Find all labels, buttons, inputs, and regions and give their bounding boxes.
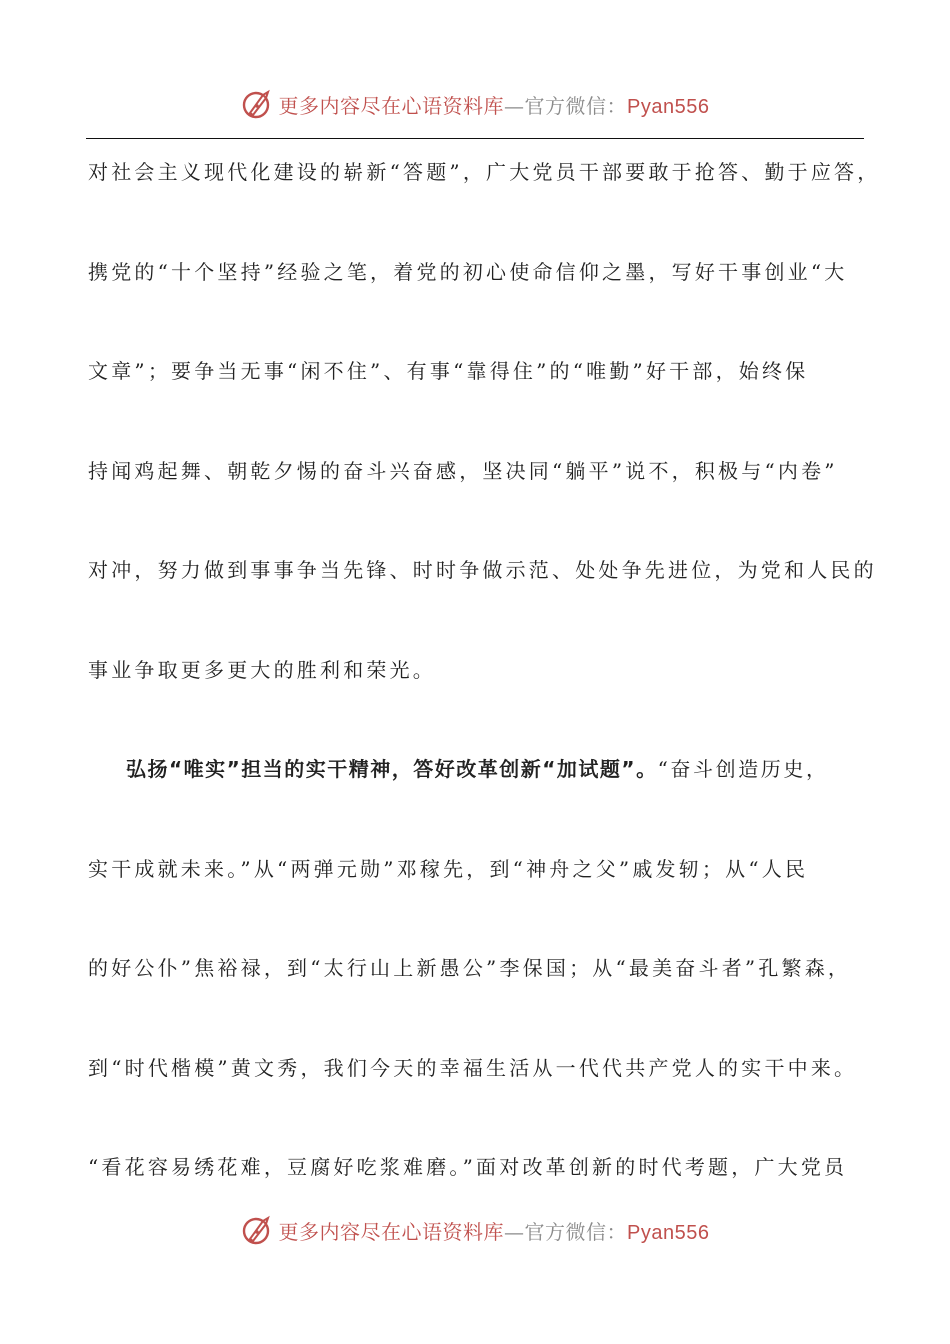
footer-brand bbox=[279, 1216, 710, 1245]
document-body bbox=[88, 150, 881, 1245]
body-line: 对社会主义现代化建设的崭新“答题”，广大党员干部要敢于抢答、勤于应答， bbox=[88, 160, 881, 184]
body-line: “看花容易绣花难，豆腐好吃浆难磨。”面对改革创新的时代考题，广大党员 bbox=[88, 1155, 848, 1179]
footer-brand-wechat-label: —官方微信： bbox=[504, 1219, 628, 1244]
body-line: 实干成就未来。”从“两弹元勋”邓稼先，到“神舟之父”戚发轫；从“人民 bbox=[88, 856, 809, 881]
body-line: 携党的“十个坚持”经验之笔，着党的初心使命信仰之墨，写好干事创业“大 bbox=[88, 259, 848, 284]
paragraph-first-line-rest: “奋斗创造历史， bbox=[657, 757, 829, 781]
footer-brand-wechat-id: Pyan556 bbox=[627, 1221, 710, 1244]
header-brand-wechat-id: Pyan556 bbox=[627, 95, 710, 118]
body-line: 到“时代楷模”黄文秀，我们今天的幸福生活从一代代共产党人的实干中来。 bbox=[88, 1055, 858, 1080]
paragraph-heading-line bbox=[88, 747, 878, 847]
body-line: 持闻鸡起舞、朝乾夕惕的奋斗兴奋感，坚决同“躺平”说不，积极与“内卷” bbox=[88, 458, 838, 483]
paragraph-bold-heading: 弘扬“唯实”担当的实干精神，答好改革创新“加试题”。 bbox=[126, 757, 658, 781]
pen-nib-logo-icon bbox=[241, 87, 275, 121]
body-line: 的好公仆”焦裕禄，到“太行山上新愚公”李保国；从“最美奋斗者”孔繁森， bbox=[88, 956, 852, 980]
header-brand-wechat-label: —官方微信： bbox=[504, 93, 628, 118]
pen-nib-logo-icon bbox=[241, 1213, 275, 1247]
body-line: 对冲，努力做到事事争当先锋、时时争做示范、处处争先进位，为党和人民的 bbox=[88, 558, 877, 582]
header-brand-name: 更多内容尽在心语资料库 bbox=[278, 93, 505, 118]
header-divider bbox=[86, 138, 864, 139]
footer-banner bbox=[0, 1210, 950, 1250]
body-line: 文章”；要争当无事“闲不住”、有事“靠得住”的“唯勤”好干部，始终保 bbox=[88, 359, 809, 383]
footer-brand-name: 更多内容尽在心语资料库 bbox=[278, 1219, 505, 1244]
body-line: 事业争取更多更大的胜利和荣光。 bbox=[88, 657, 436, 682]
header-brand bbox=[279, 90, 710, 119]
header-banner bbox=[0, 84, 950, 124]
